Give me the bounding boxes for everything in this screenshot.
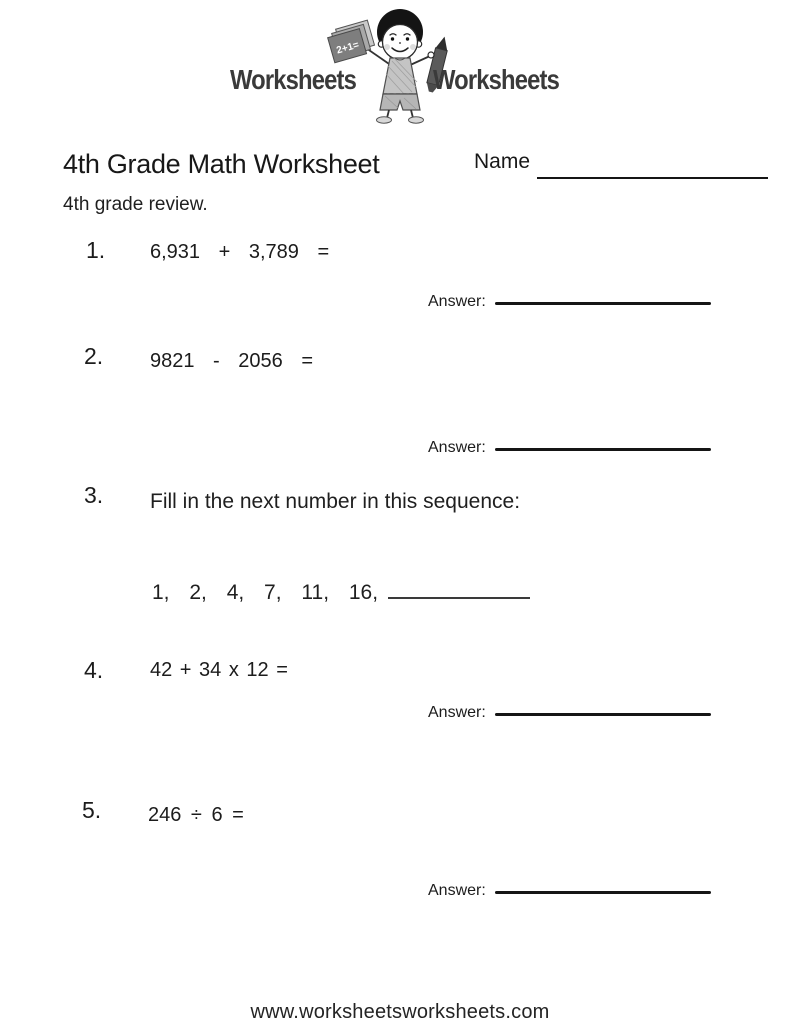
problem-1-answer-label: Answer: (428, 293, 486, 310)
problem-2-number: 2. (84, 343, 104, 369)
name-blank-line (537, 152, 768, 179)
problem-5-answer-blank-line (495, 891, 711, 894)
book-label: 2+1= (335, 39, 361, 57)
problem-4-number: 4. (84, 657, 104, 683)
mascot-nose (399, 42, 401, 44)
book-stack-icon (326, 20, 376, 63)
mascot-face (383, 25, 418, 60)
problem-4-answer-label: Answer: (428, 704, 486, 721)
problem-3-sequence-text: 1, 2, 4, 7, 11, 16, (152, 581, 379, 604)
name-label: Name (474, 150, 531, 173)
website-url: www.worksheetsworksheets.com (250, 1001, 550, 1023)
problem-2-answer-label: Answer: (428, 439, 486, 456)
problem-2-expression: 9821 - 2056 = (150, 350, 313, 372)
worksheet-instructions: 4th grade review. (63, 194, 208, 215)
page-title: 4th Grade Math Worksheet (63, 149, 380, 179)
problem-1-expression: 6,931 + 3,789 = (150, 241, 330, 263)
problem-1-answer-blank-line (495, 302, 711, 305)
problem-5-expression: 246 ÷ 6 = (148, 804, 244, 826)
problem-3-prompt: Fill in the next number in this sequence: (150, 490, 521, 513)
problem-4-expression: 42 + 34 x 12 = (150, 659, 288, 681)
problem-2-answer-row (428, 439, 711, 457)
problem-1-number: 1. (86, 237, 106, 263)
mascot-cheek-left (384, 44, 390, 50)
problem-5-number: 5. (82, 797, 102, 823)
problem-5-answer-row (428, 882, 711, 900)
problem-3-sequence (152, 575, 530, 605)
problem-3-number: 3. (84, 482, 104, 508)
mascot-eye-left (391, 37, 394, 40)
problem-4-answer-row (428, 704, 711, 722)
problem-3-sequence-blank-line (388, 575, 530, 599)
problem-4-answer-blank-line (495, 713, 711, 716)
problem-2-answer-blank-line (495, 448, 711, 451)
logo-text-left: Worksheets (230, 64, 356, 95)
mascot-cheek-right (410, 44, 416, 50)
mascot-hand (428, 52, 434, 58)
mascot-eye-right (406, 37, 409, 40)
problem-5-answer-label: Answer: (428, 882, 486, 899)
mascot-foot-right (409, 117, 424, 123)
mascot-foot-left (377, 117, 392, 123)
problem-1-answer-row (428, 293, 711, 311)
logo-text-right: Worksheets (433, 64, 559, 95)
